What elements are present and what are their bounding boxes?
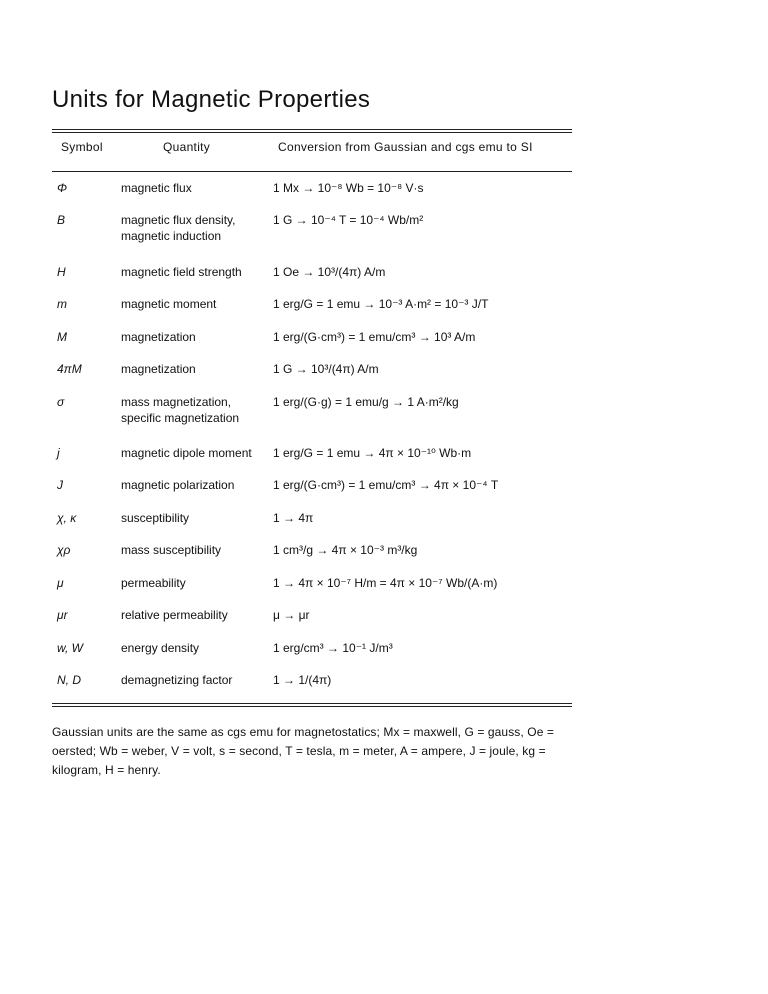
row-symbol: χρ [57, 543, 71, 557]
row-symbol: σ [57, 395, 65, 409]
row-quantity: magnetic flux [121, 181, 192, 195]
row-conversion: 1 → 4π [273, 511, 314, 525]
row-quantity: magnetic flux density, magnetic induction [121, 213, 236, 243]
header-quantity: Quantity [163, 140, 211, 154]
header-conversion: Conversion from Gaussian and cgs emu to SI [278, 140, 533, 154]
row-symbol: J [57, 478, 63, 492]
row-quantity: magnetic dipole moment [121, 446, 252, 460]
row-conversion: 1 G → 10⁻⁴ T = 10⁻⁴ Wb/m² [273, 213, 424, 227]
row-conversion: 1 erg/G = 1 emu → 10⁻³ A·m² = 10⁻³ J/T [273, 297, 489, 311]
row-symbol: w, W [57, 641, 83, 655]
row-symbol: χ, κ [57, 511, 77, 525]
row-symbol: Φ [57, 181, 68, 195]
row-conversion: 1 erg/cm³ → 10⁻¹ J/m³ [273, 641, 393, 655]
row-quantity: energy density [121, 641, 200, 655]
row-symbol: B [57, 213, 66, 227]
row-conversion: 1 erg/G = 1 emu → 4π × 10⁻¹⁰ Wb·m [273, 446, 472, 460]
row-conversion: 1 cm³/g → 4π × 10⁻³ m³/kg [273, 543, 418, 557]
row-conversion: 1 Mx → 10⁻⁸ Wb = 10⁻⁸ V·s [273, 181, 424, 195]
row-symbol: N, D [57, 673, 81, 687]
header-symbol: Symbol [61, 140, 103, 154]
row-symbol: M [57, 330, 67, 344]
header-rule [52, 171, 572, 172]
row-quantity: permeability [121, 576, 186, 590]
row-conversion: 1 G → 10³/(4π) A/m [273, 362, 379, 376]
row-conversion: 1 → 1/(4π) [273, 673, 332, 687]
table-bottom-rule [52, 703, 572, 707]
page-title: Units for Magnetic Properties [52, 86, 371, 113]
row-conversion: 1 erg/(G·cm³) = 1 emu/cm³ → 10³ A/m [273, 330, 476, 344]
row-quantity: magnetization [121, 330, 196, 344]
row-symbol: m [57, 297, 67, 311]
row-symbol: 4πM [57, 362, 82, 376]
row-quantity: mass magnetization, specific magnetization [121, 395, 240, 425]
row-conversion: 1 → 4π × 10⁻⁷ H/m = 4π × 10⁻⁷ Wb/(A·m) [273, 576, 498, 590]
row-symbol: j [57, 446, 60, 460]
row-symbol: μr [57, 608, 68, 622]
table-top-rule [52, 129, 572, 133]
row-quantity: magnetic field strength [121, 265, 242, 279]
row-quantity: magnetic polarization [121, 478, 235, 492]
row-quantity: magnetic moment [121, 297, 217, 311]
row-quantity: mass susceptibility [121, 543, 222, 557]
row-quantity: magnetization [121, 362, 196, 376]
row-conversion: 1 erg/(G·cm³) = 1 emu/cm³ → 4π × 10⁻⁴ T [273, 478, 499, 492]
row-conversion: 1 erg/(G·g) = 1 emu/g → 1 A·m²/kg [273, 395, 459, 409]
row-quantity: relative permeability [121, 608, 228, 622]
row-quantity: susceptibility [121, 511, 190, 525]
row-symbol: μ [57, 576, 64, 590]
row-conversion: 1 Oe → 10³/(4π) A/m [273, 265, 386, 279]
row-symbol: H [57, 265, 66, 279]
row-quantity: demagnetizing factor [121, 673, 233, 687]
row-conversion: μ → μr [273, 608, 310, 622]
footnote: Gaussian units are the same as cgs emu for magnetostatics; Mx = maxwell, G = gauss, Oe = oersted; Wb = weber, V = volt, s = second, T = tesla, m = meter, A = ampere, J = joule, kg = kilogram, H = henry. [52, 725, 555, 777]
